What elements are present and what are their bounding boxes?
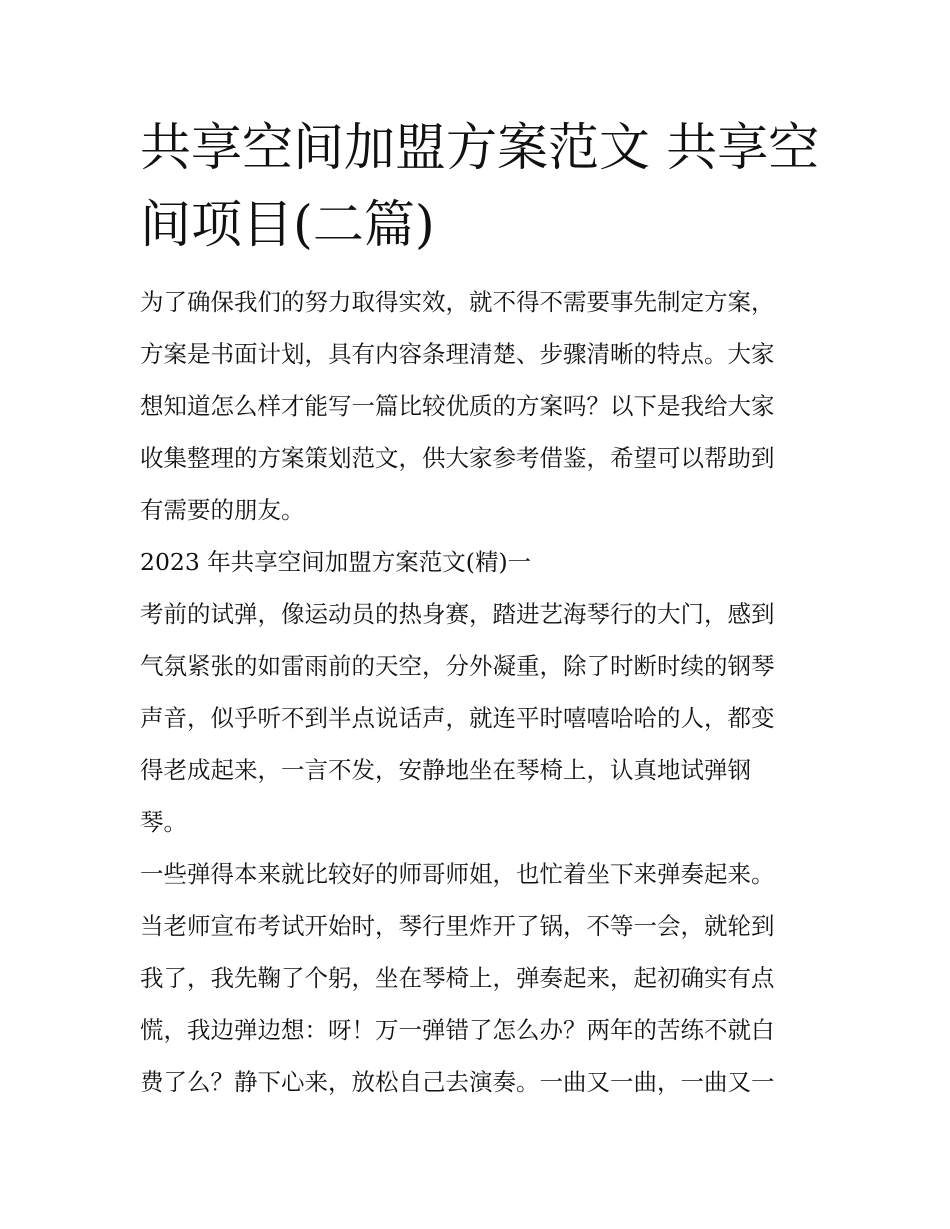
text-line: 我了，我先鞠了个躬，坐在琴椅上，弹奏起来，起初确实有点	[140, 964, 775, 992]
intro-paragraph	[140, 276, 815, 536]
document-title	[140, 110, 820, 264]
text-line: 费了么？静下心来，放松自己去演奏。一曲又一曲，一曲又一	[140, 1068, 775, 1096]
text-line: 一些弹得本来就比较好的师哥师姐，也忙着坐下来弹奏起来。	[140, 860, 775, 888]
text-line: 声音，似乎听不到半点说话声，就连平时嘻嘻哈哈的人，都变	[140, 704, 775, 732]
text-line: 当老师宣布考试开始时，琴行里炸开了锅，不等一会，就轮到	[140, 912, 775, 940]
text-line: 考前的试弹，像运动员的热身赛，踏进艺海琴行的大门，感到	[140, 600, 775, 628]
section-heading	[140, 536, 815, 588]
text-line: 气氛紧张的如雷雨前的天空，分外凝重，除了时断时续的钢琴	[140, 652, 775, 680]
section-heading-text: 2023 年共享空间加盟方案范文(精)一	[140, 548, 532, 576]
text-line: 为了确保我们的努力取得实效，就不得不需要事先制定方案，	[140, 288, 775, 316]
title-line: 间项目(二篇)	[140, 196, 435, 255]
text-line: 收集整理的方案策划范文，供大家参考借鉴，希望可以帮助到	[140, 444, 775, 472]
text-line: 想知道怎么样才能写一篇比较优质的方案吗？以下是我给大家	[140, 392, 775, 420]
text-line: 慌，我边弹边想：呀！万一弹错了怎么办？两年的苦练不就白	[140, 1016, 775, 1044]
body-paragraph	[140, 588, 815, 848]
text-line: 方案是书面计划，具有内容条理清楚、步骤清晰的特点。大家	[140, 340, 775, 368]
body-paragraph	[140, 848, 815, 1108]
text-line: 有需要的朋友。	[140, 496, 305, 524]
text-line: 琴。	[140, 808, 187, 836]
document-body	[140, 276, 815, 1108]
text-line: 得老成起来，一言不发，安静地坐在琴椅上，认真地试弹钢	[140, 756, 751, 784]
title-line: 共享空间加盟方案范文 共享空	[140, 119, 820, 178]
